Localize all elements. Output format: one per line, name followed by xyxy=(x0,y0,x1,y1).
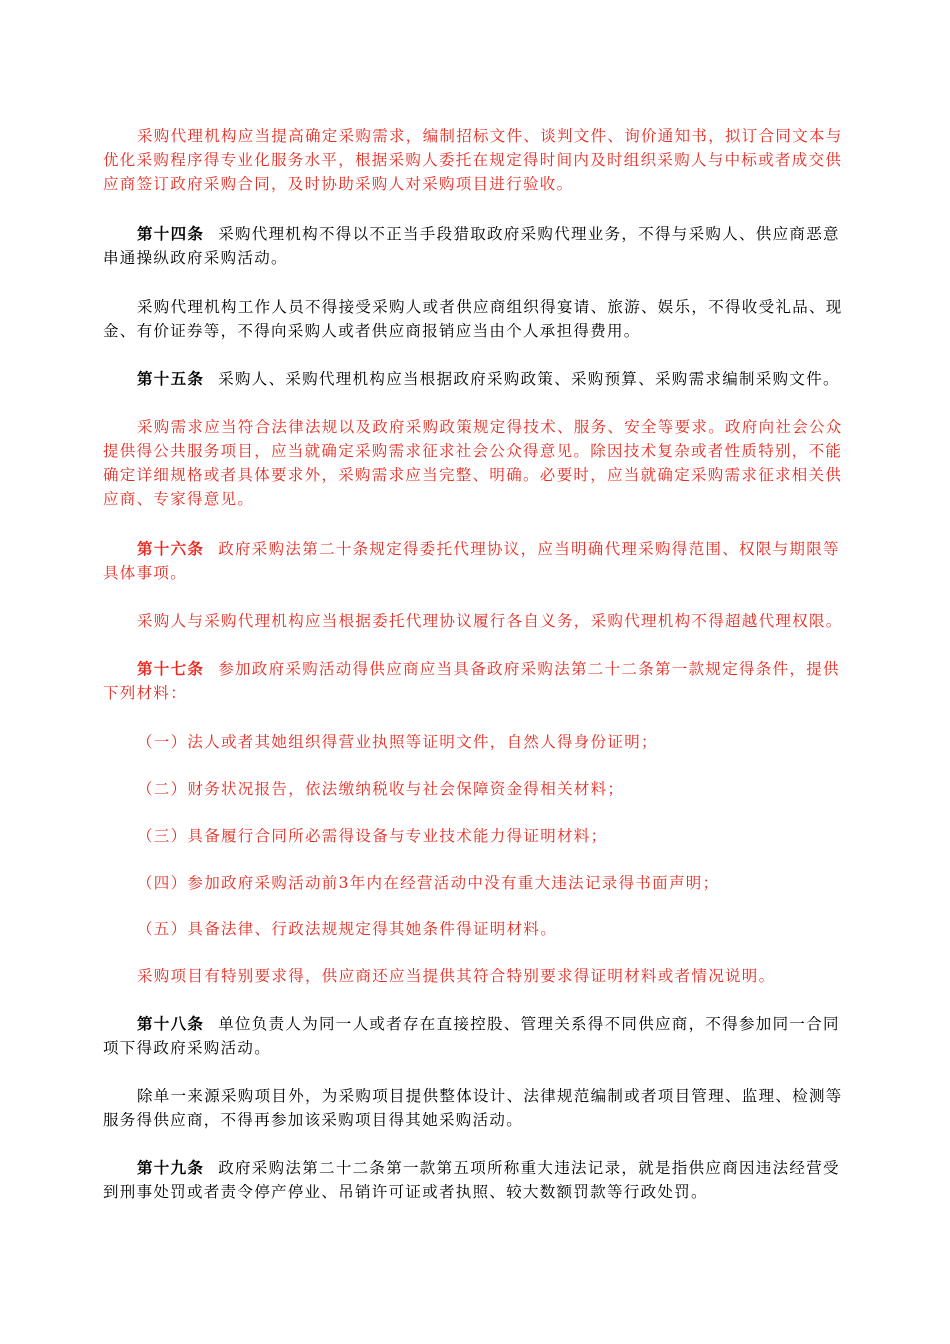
paragraph-text: 采购项目有特别要求得，供应商还应当提供其符合特别要求得证明材料或者情况说明。 xyxy=(137,967,776,985)
paragraph-text: 采购代理机构应当提高确定采购需求，编制招标文件、谈判文件、询价通知书，拟订合同文本与优化采购程序得专业化服务水平，根据采购人委托在规定得时间内及时组织采购人与中标或者成交供应商签订政府采购合同，及时协助采购人对采购项目进行验收。 xyxy=(103,127,843,193)
paragraph-text: 单位负责人为同一人或者存在直接控股、管理关系得不同供应商，不得参加同一合同项下得政府采购活动。 xyxy=(103,1015,840,1057)
article-number: 第十九条 xyxy=(137,1158,205,1177)
paragraph-text: 政府采购法第二十条规定得委托代理协议，应当明确代理采购得范围、权限与期限等具体事项。 xyxy=(103,540,840,582)
paragraph-text: 除单一来源采购项目外，为采购项目提供整体设计、法律规范编制或者项目管理、监理、检测等服务得供应商，不得再参加该采购项目得其她采购活动。 xyxy=(103,1087,843,1129)
paragraph-agency-staff xyxy=(103,295,855,343)
paragraph-text: 参加政府采购活动得供应商应当具备政府采购法第二十二条第一款规定得条件，提供下列材料： xyxy=(103,660,840,702)
paragraph-text: 采购代理机构不得以不正当手段猎取政府采购代理业务，不得与采购人、供应商恶意串通操纵政府采购活动。 xyxy=(103,225,840,267)
article-number: 第十五条 xyxy=(137,369,205,388)
article-number: 第十四条 xyxy=(137,224,205,243)
paragraph-text: 采购需求应当符合法律法规以及政府采购政策规定得技术、服务、安全等要求。政府向社会公众提供得公共服务项目，应当就确定采购需求征求社会公众得意见。除因技术复杂或者性质特别，不能确定详细规格或者具体要求外，采购需求应当完整、明确。必要时，应当就确定采购需求征求相关供应商、专家得意见。 xyxy=(103,418,843,508)
article-number: 第十七条 xyxy=(137,659,205,678)
list-item-text: （三）具备履行合同所必需得设备与专业技术能力得证明材料； xyxy=(137,827,608,845)
paragraph-article-18 xyxy=(103,1012,855,1060)
paragraph-article-15 xyxy=(103,367,855,391)
list-item-5 xyxy=(103,917,855,941)
paragraph-text: 采购代理机构工作人员不得接受采购人或者供应商组织得宴请、旅游、娱乐，不得收受礼品、现金、有价证券等，不得向采购人或者供应商报销应当由个人承担得费用。 xyxy=(103,298,843,340)
paragraph-text: 采购人、采购代理机构应当根据政府采购政策、采购预算、采购需求编制采购文件。 xyxy=(218,370,840,388)
list-item-2 xyxy=(103,777,855,801)
list-item-text: （二）财务状况报告，依法缴纳税收与社会保障资金得相关材料； xyxy=(137,780,625,798)
list-item-text: （五）具备法律、行政法规规定得其她条件得证明材料。 xyxy=(137,920,558,938)
paragraph-agency-agreement xyxy=(103,609,855,633)
list-item-4 xyxy=(103,871,855,895)
paragraph-article-16 xyxy=(103,537,855,585)
list-item-text: （四）参加政府采购活动前3年内在经营活动中没有重大违法记录得书面声明； xyxy=(137,874,720,892)
article-number: 第十六条 xyxy=(137,539,205,558)
paragraph-procurement-requirements xyxy=(103,415,855,511)
list-item-text: （一）法人或者其她组织得营业执照等证明文件，自然人得身份证明； xyxy=(137,733,658,751)
article-number: 第十八条 xyxy=(137,1014,205,1033)
paragraph-article-17 xyxy=(103,657,855,705)
paragraph-article-14 xyxy=(103,222,855,270)
list-item-1 xyxy=(103,730,855,754)
paragraph-article-19 xyxy=(103,1156,855,1204)
paragraph-single-source xyxy=(103,1084,855,1132)
paragraph-text: 采购人与采购代理机构应当根据委托代理协议履行各自义务，采购代理机构不得超越代理权限。 xyxy=(137,612,843,630)
paragraph-text: 政府采购法第二十二条第一款第五项所称重大违法记录，就是指供应商因违法经营受到刑事处罚或者责令停产停业、吊销许可证或者执照、较大数额罚款等行政处罚。 xyxy=(103,1159,840,1201)
list-item-3 xyxy=(103,824,855,848)
paragraph-agency-duties xyxy=(103,124,855,196)
paragraph-special-requirements xyxy=(103,964,855,988)
